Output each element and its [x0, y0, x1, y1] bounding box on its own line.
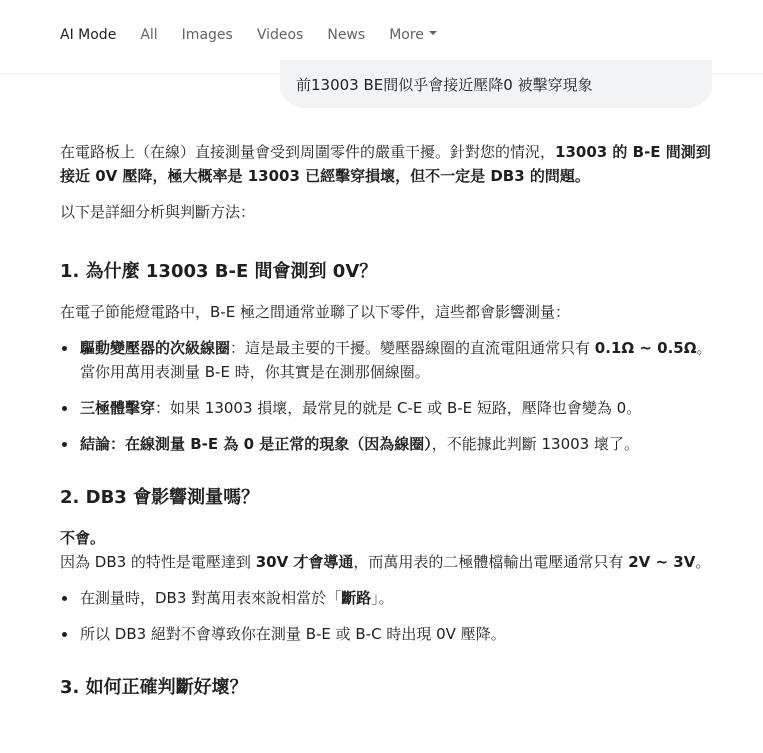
tab-videos[interactable]: Videos — [256, 27, 304, 43]
list-item-bold: 驅動變壓器的次級線圈 — [80, 339, 231, 357]
tab-more[interactable] — [389, 25, 437, 45]
list-item — [60, 586, 720, 610]
section-1-list — [60, 336, 720, 456]
tab-more-label: More — [389, 27, 424, 43]
list-item-bold: 三極體擊穿 — [80, 399, 156, 417]
desc-text: 因為 DB3 的特性是電壓達到 — [60, 553, 256, 571]
section-1-lead: 在電子節能燈電路中，B-E 極之間通常並聯了以下零件，這些都會影響測量： — [60, 303, 570, 321]
section-1-heading: 1. 為什麼 13003 B-E 間會測到 0V？ — [60, 261, 378, 282]
ai-answer — [60, 140, 720, 716]
list-item — [60, 432, 720, 456]
list-item — [60, 622, 720, 646]
section-2-list — [60, 586, 720, 646]
list-item-text: 在測量時，DB3 對萬用表來說相當於「 — [80, 589, 342, 607]
section-3-heading: 3. 如何正確判斷好壞？ — [60, 677, 248, 698]
desc-text: ，而萬用表的二極體檔輸出電壓通常只有 — [353, 553, 629, 571]
list-item — [60, 396, 720, 420]
search-tabs — [60, 25, 461, 45]
intro-text: 在電路板上（在線）直接測量會受到周圍零件的嚴重干擾。針對您的情況， — [60, 143, 556, 161]
intro-paragraph-2: 以下是詳細分析與判斷方法： — [60, 203, 256, 221]
intro-paragraph — [60, 140, 720, 188]
desc-bold: 30V 才會導通 — [255, 553, 354, 571]
list-item-text: ：如果 13003 損壞，最常見的就是 C-E 或 B-E 短路，壓降也會變為 0。 — [155, 399, 642, 417]
tab-ai-mode[interactable]: AI Mode — [60, 27, 117, 43]
tab-all[interactable]: All — [140, 27, 158, 43]
desc-text: 。 — [695, 553, 711, 571]
list-item-text: ，不能據此判斷 13003 壞了。 — [431, 435, 639, 453]
section-2-heading: 2. DB3 會影響測量嗎？ — [60, 487, 260, 508]
list-item-text: ：這是最主要的干擾。變壓器線圈的直流電阻通常只有 — [230, 339, 595, 357]
user-query-bubble: 前13003 BE間似乎會接近壓降0 被擊穿現象 — [280, 60, 712, 108]
list-item-text: 。當你用萬用表測量 B-E 時，你其實是在測那個線圈。 — [80, 339, 712, 381]
list-item-bold: 斷路 — [341, 589, 372, 607]
desc-bold: 2V ~ 3V — [628, 553, 696, 571]
answer-bold: 不會。 — [60, 529, 106, 547]
tab-news[interactable]: News — [327, 27, 366, 43]
list-item-text: 所以 DB3 絕對不會導致你在測量 B-E 或 B-C 時出現 0V 壓降。 — [80, 625, 506, 643]
tab-images[interactable]: Images — [181, 27, 233, 43]
caret-down-icon — [429, 31, 437, 35]
list-item-bold: 0.1Ω ~ 0.5Ω — [594, 339, 697, 357]
list-item — [60, 336, 720, 384]
intro-bold-text: 13003 的 B-E 間測到接近 0V 壓降，極大概率是 13003 已經擊穿損壞，但不一定是 DB3 的問題。 — [60, 143, 711, 185]
list-item-text: 」。 — [371, 589, 394, 607]
list-item-bold: 結論：在線測量 B-E 為 0 是正常的現象（因為線圈） — [80, 435, 432, 453]
section-2-answer — [60, 526, 720, 574]
